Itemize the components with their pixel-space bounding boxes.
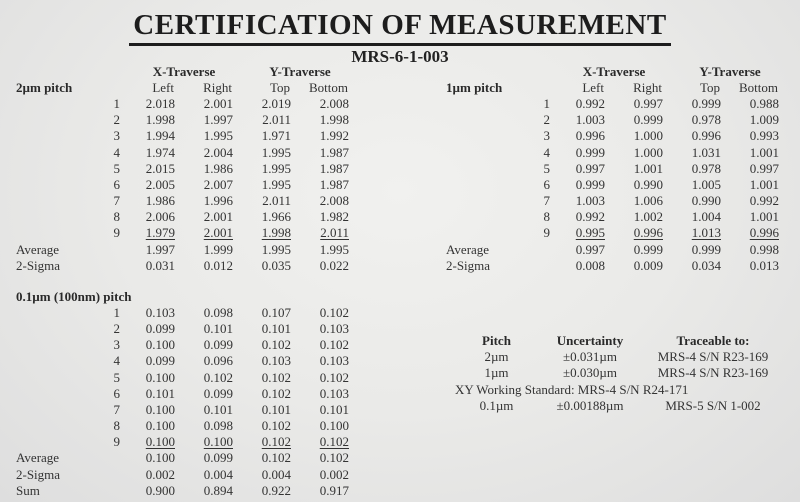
value-cell: 0.099 [145, 353, 175, 369]
value-cell: 2.011 [262, 112, 291, 128]
summary-row [446, 241, 788, 257]
group-header-row [16, 63, 358, 79]
value-cell: 1.966 [261, 209, 291, 225]
summary-row [446, 257, 788, 273]
value-cell: 0.900 [145, 482, 175, 498]
value-cell: 2.004 [203, 144, 233, 160]
group-header: X-Traverse [152, 63, 216, 79]
value-cell: 0.102 [319, 450, 349, 466]
value-cell: 0.099 [203, 385, 233, 401]
summary-row [16, 482, 358, 498]
value-cell: 1.986 [145, 193, 175, 209]
data-row [16, 434, 358, 450]
value-cell: 0.917 [319, 482, 349, 498]
value-cell: 1.986 [203, 160, 233, 176]
data-row [16, 128, 358, 144]
data-row [446, 128, 788, 144]
row-number: 8 [113, 418, 120, 434]
value-cell: 0.034 [691, 257, 721, 273]
row-number: 1 [113, 95, 120, 111]
value-cell: 0.100 [145, 434, 175, 450]
table-label: 1µm pitch [446, 79, 503, 95]
row-number: 2 [543, 112, 550, 128]
value-cell: 1.001 [749, 176, 779, 192]
value-cell: 0.996 [691, 128, 721, 144]
value-cell: 2.006 [145, 209, 175, 225]
data-row [16, 353, 358, 369]
value-cell: 0.103 [319, 385, 349, 401]
value-cell: 0.978 [691, 160, 721, 176]
value-cell: 1.006 [633, 193, 663, 209]
value-cell: 0.997 [749, 160, 779, 176]
value-cell: 0.008 [575, 257, 605, 273]
value-cell: 0.992 [575, 95, 605, 111]
value-cell: 0.102 [261, 337, 291, 353]
working-standard-line: XY Working Standard: MRS-4 S/N R24-171 [455, 381, 689, 397]
traceable-to-value: MRS-4 S/N R23-169 [657, 365, 769, 381]
summary-label: 2-Sigma [16, 466, 61, 482]
data-row [16, 193, 358, 209]
group-header-row [446, 63, 788, 79]
value-cell: 0.004 [261, 466, 291, 482]
row-number: 1 [113, 304, 120, 320]
value-cell: 1.003 [575, 193, 605, 209]
value-cell: 1.998 [145, 112, 175, 128]
row-number: 8 [543, 209, 550, 225]
data-row [16, 176, 358, 192]
value-cell: 1.997 [145, 241, 175, 257]
value-cell: 0.100 [145, 369, 175, 385]
value-cell: 0.996 [575, 128, 605, 144]
value-cell: 0.101 [203, 401, 233, 417]
summary-row [16, 450, 358, 466]
value-cell: 0.012 [203, 257, 233, 273]
value-cell: 1.003 [575, 112, 605, 128]
uncertainty-value: ±0.00188µm [556, 397, 624, 413]
value-cell: 0.999 [633, 112, 663, 128]
value-cell: 0.102 [203, 369, 233, 385]
value-cell: 0.102 [261, 434, 291, 450]
value-cell: 0.102 [319, 369, 349, 385]
column-header: Bottom [738, 79, 778, 95]
table-01um-pitch [16, 288, 358, 498]
value-cell: 0.990 [633, 176, 663, 192]
value-cell: 1.995 [261, 176, 291, 192]
value-cell: 0.102 [319, 304, 349, 320]
value-cell: 0.099 [203, 337, 233, 353]
row-number: 3 [543, 128, 550, 144]
value-cell: 1.001 [633, 160, 663, 176]
row-number: 7 [113, 401, 120, 417]
data-row [446, 209, 788, 225]
value-cell: 0.101 [319, 401, 349, 417]
pitch-value: 2µm [484, 348, 509, 364]
value-cell: 0.004 [203, 466, 233, 482]
summary-label: Sum [16, 482, 40, 498]
value-cell: 2.015 [145, 160, 175, 176]
table-label-row [16, 288, 358, 304]
row-number: 2 [113, 320, 120, 336]
value-cell: 2.001 [203, 225, 233, 241]
page-title: CERTIFICATION OF MEASUREMENT [129, 10, 670, 46]
value-cell: 1.995 [203, 128, 233, 144]
value-cell: 0.103 [319, 353, 349, 369]
value-cell: 0.100 [145, 401, 175, 417]
column-header: Left [582, 79, 604, 95]
value-cell: 1.009 [749, 112, 779, 128]
value-cell: 0.103 [319, 320, 349, 336]
traceability-block [455, 332, 784, 413]
row-number: 6 [113, 176, 120, 192]
value-cell: 0.100 [203, 434, 233, 450]
value-cell: 1.982 [319, 209, 349, 225]
value-cell: 1.005 [691, 176, 721, 192]
value-cell: 1.998 [319, 112, 349, 128]
data-row [446, 225, 788, 241]
pitch-value: 1µm [484, 365, 509, 381]
row-number: 3 [113, 337, 120, 353]
value-cell: 2.007 [203, 176, 233, 192]
value-cell: 2.008 [319, 193, 349, 209]
summary-label: 2-Sigma [446, 257, 491, 273]
row-number: 1 [543, 95, 550, 111]
value-cell: 1.001 [749, 144, 779, 160]
row-number: 7 [543, 193, 550, 209]
value-cell: 0.101 [145, 385, 175, 401]
value-cell: 0.103 [261, 353, 291, 369]
value-cell: 1.995 [319, 241, 349, 257]
row-number: 5 [543, 160, 550, 176]
pitch-header: Pitch [482, 332, 511, 348]
traceability-row-01um [455, 397, 784, 413]
value-cell: 2.001 [203, 209, 233, 225]
row-number: 4 [113, 144, 120, 160]
uncertainty-header: Uncertainty [556, 332, 624, 348]
traceability-row-2um [455, 348, 784, 364]
value-cell: 2.008 [319, 95, 349, 111]
data-row [16, 160, 358, 176]
value-cell: 0.995 [575, 225, 605, 241]
value-cell: 0.992 [749, 193, 779, 209]
value-cell: 1.994 [145, 128, 175, 144]
value-cell: 0.978 [691, 112, 721, 128]
value-cell: 1.979 [145, 225, 175, 241]
value-cell: 0.999 [691, 241, 721, 257]
table-1um-pitch [446, 63, 788, 273]
data-row [446, 144, 788, 160]
value-cell: 0.990 [691, 193, 721, 209]
data-row [16, 209, 358, 225]
row-number: 8 [113, 209, 120, 225]
document-number: MRS-6-1-003 [351, 46, 449, 66]
summary-row [16, 466, 358, 482]
data-row [446, 95, 788, 111]
data-row [446, 112, 788, 128]
value-cell: 0.101 [203, 320, 233, 336]
value-cell: 0.102 [261, 385, 291, 401]
value-cell: 1.992 [319, 128, 349, 144]
value-cell: 0.096 [203, 353, 233, 369]
value-cell: 0.102 [261, 418, 291, 434]
value-cell: 0.999 [633, 241, 663, 257]
row-number: 9 [543, 225, 550, 241]
value-cell: 0.013 [749, 257, 779, 273]
value-cell: 0.102 [261, 450, 291, 466]
summary-label: 2-Sigma [16, 257, 61, 273]
summary-row [16, 257, 358, 273]
value-cell: 1.997 [203, 112, 233, 128]
traceable-to-header: Traceable to: [676, 332, 750, 348]
value-cell: 0.022 [319, 257, 349, 273]
value-cell: 1.987 [319, 176, 349, 192]
value-cell: 0.031 [145, 257, 175, 273]
uncertainty-value: ±0.031µm [563, 348, 617, 364]
value-cell: 1.031 [691, 144, 721, 160]
row-number: 4 [113, 353, 120, 369]
value-cell: 0.999 [575, 176, 605, 192]
value-cell: 0.102 [261, 369, 291, 385]
data-row [16, 320, 358, 336]
value-cell: 0.997 [575, 160, 605, 176]
value-cell: 1.004 [691, 209, 721, 225]
value-cell: 1.995 [261, 241, 291, 257]
traceable-to-value: MRS-5 S/N 1-002 [665, 397, 761, 413]
value-cell: 0.102 [319, 434, 349, 450]
value-cell: 0.101 [261, 401, 291, 417]
value-cell: 0.992 [575, 209, 605, 225]
value-cell: 0.102 [319, 337, 349, 353]
row-number: 4 [543, 144, 550, 160]
table-label: 0.1µm (100nm) pitch [16, 288, 132, 304]
summary-label: Average [446, 241, 490, 257]
value-cell: 0.894 [203, 482, 233, 498]
data-row [446, 160, 788, 176]
value-cell: 0.100 [145, 337, 175, 353]
value-cell: 2.011 [320, 225, 349, 241]
column-header-row [16, 79, 358, 95]
value-cell: 0.002 [145, 466, 175, 482]
row-number: 3 [113, 128, 120, 144]
value-cell: 1.001 [749, 209, 779, 225]
group-header: Y-Traverse [269, 63, 331, 79]
data-row [16, 401, 358, 417]
value-cell: 1.996 [203, 193, 233, 209]
value-cell: 0.100 [319, 418, 349, 434]
data-row [16, 385, 358, 401]
table-label: 2µm pitch [16, 79, 73, 95]
value-cell: 0.999 [691, 95, 721, 111]
value-cell: 0.999 [575, 144, 605, 160]
row-number: 6 [543, 176, 550, 192]
value-cell: 1.995 [261, 144, 291, 160]
row-number: 2 [113, 112, 120, 128]
value-cell: 0.107 [261, 304, 291, 320]
data-row [16, 418, 358, 434]
value-cell: 0.002 [319, 466, 349, 482]
value-cell: 0.098 [203, 418, 233, 434]
traceability-row-1um [455, 365, 784, 381]
table-2um-pitch [16, 63, 358, 273]
row-number: 5 [113, 369, 120, 385]
value-cell: 0.922 [261, 482, 291, 498]
value-cell: 1.987 [319, 160, 349, 176]
value-cell: 1.999 [203, 241, 233, 257]
value-cell: 0.103 [145, 304, 175, 320]
data-row [16, 337, 358, 353]
row-number: 9 [113, 225, 120, 241]
value-cell: 2.018 [145, 95, 175, 111]
data-row [446, 176, 788, 192]
value-cell: 0.100 [145, 418, 175, 434]
data-row [16, 369, 358, 385]
value-cell: 0.099 [203, 450, 233, 466]
summary-row [16, 241, 358, 257]
row-number: 5 [113, 160, 120, 176]
column-header-row [446, 79, 788, 95]
column-header: Left [152, 79, 174, 95]
value-cell: 0.996 [749, 225, 779, 241]
row-number: 6 [113, 385, 120, 401]
data-row [16, 112, 358, 128]
value-cell: 0.100 [145, 450, 175, 466]
value-cell: 1.013 [691, 225, 721, 241]
group-header: Y-Traverse [699, 63, 761, 79]
data-row [16, 304, 358, 320]
value-cell: 0.997 [633, 95, 663, 111]
value-cell: 1.995 [261, 160, 291, 176]
value-cell: 0.009 [633, 257, 663, 273]
column-header: Top [699, 79, 720, 95]
column-header: Top [269, 79, 290, 95]
column-header: Right [633, 79, 662, 95]
value-cell: 2.005 [145, 176, 175, 192]
working-standard-row [455, 381, 784, 397]
value-cell: 0.996 [633, 225, 663, 241]
group-header: X-Traverse [582, 63, 646, 79]
value-cell: 0.998 [749, 241, 779, 257]
summary-label: Average [16, 450, 60, 466]
uncertainty-value: ±0.030µm [563, 365, 617, 381]
value-cell: 0.997 [575, 241, 605, 257]
traceable-to-value: MRS-4 S/N R23-169 [657, 348, 769, 364]
value-cell: 1.974 [145, 144, 175, 160]
row-number: 7 [113, 193, 120, 209]
data-row [16, 95, 358, 111]
data-row [16, 225, 358, 241]
value-cell: 1.987 [319, 144, 349, 160]
value-cell: 2.001 [203, 95, 233, 111]
summary-label: Average [16, 241, 60, 257]
value-cell: 2.019 [261, 95, 291, 111]
data-row [446, 193, 788, 209]
value-cell: 1.000 [633, 144, 663, 160]
row-number: 9 [113, 434, 120, 450]
traceability-header-row [455, 332, 784, 348]
value-cell: 0.098 [203, 304, 233, 320]
value-cell: 1.971 [261, 128, 291, 144]
value-cell: 0.035 [261, 257, 291, 273]
pitch-value: 0.1µm [479, 397, 514, 413]
column-header: Bottom [308, 79, 348, 95]
value-cell: 1.000 [633, 128, 663, 144]
value-cell: 2.011 [262, 193, 291, 209]
value-cell: 0.101 [261, 320, 291, 336]
value-cell: 0.993 [749, 128, 779, 144]
data-row [16, 144, 358, 160]
value-cell: 0.099 [145, 320, 175, 336]
value-cell: 0.988 [749, 95, 779, 111]
column-header: Right [203, 79, 232, 95]
document-header [0, 10, 800, 67]
value-cell: 1.002 [633, 209, 663, 225]
value-cell: 1.998 [261, 225, 291, 241]
